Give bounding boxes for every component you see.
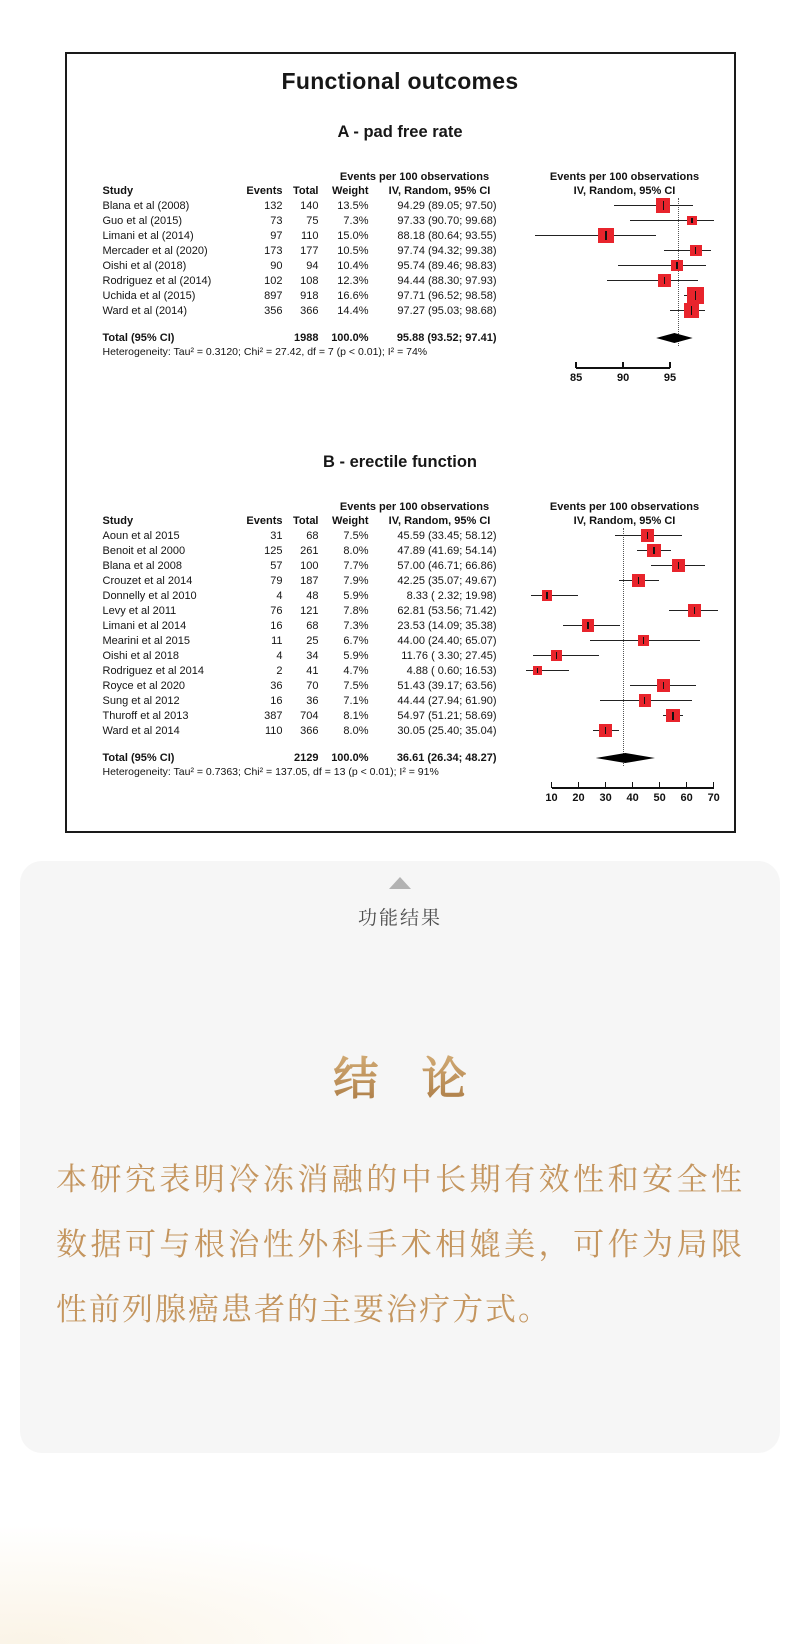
total-value: 108: [300, 274, 319, 287]
total-value: 68: [306, 619, 319, 632]
column-group-header: Events per 100 observations: [339, 170, 490, 183]
forest-study-row: [67, 663, 734, 678]
ci-text: 97.33 (90.70; 99.68): [397, 214, 497, 227]
study-name: Benoit et al 2000: [102, 544, 186, 557]
weight-value: 7.3%: [343, 619, 369, 632]
total-value: 68: [306, 529, 319, 542]
plot-cell: [525, 618, 725, 633]
plot-cell: [525, 588, 725, 603]
study-name: Limani et al 2014: [102, 619, 187, 632]
total-n: 2129: [294, 752, 319, 764]
events-value: 125: [264, 544, 283, 557]
effect-point-tick: [556, 652, 557, 658]
column-header-events: Events: [246, 184, 283, 197]
ci-text: 97.74 (94.32; 99.38): [397, 244, 497, 257]
column-group-header: Events per 100 observations: [549, 500, 700, 513]
plot-cell: [525, 708, 725, 723]
plot-cell: [525, 678, 725, 693]
weight-value: 10.5%: [337, 244, 369, 257]
forest-total-row: [67, 330, 734, 346]
study-name: Mearini et al 2015: [102, 634, 190, 647]
forest-study-row: [67, 303, 734, 318]
effect-point-tick: [695, 291, 696, 301]
panel-a-forest: [67, 170, 734, 395]
forest-study-row: [67, 258, 734, 273]
ci-whisker: [607, 280, 697, 281]
plot-cell: [525, 258, 725, 273]
events-value: 102: [264, 274, 283, 287]
column-header-ci: IV, Random, 95% CI: [388, 184, 491, 197]
total-value: 110: [300, 229, 319, 242]
ci-text: 30.05 (25.40; 35.04): [397, 724, 497, 737]
weight-value: 8.0%: [343, 544, 369, 557]
axis-row: [67, 361, 734, 395]
ci-text: 88.18 (80.64; 93.55): [397, 229, 497, 242]
plot-cell: [525, 723, 725, 738]
axis-tick: [551, 782, 553, 788]
summary-diamond: [596, 753, 655, 763]
events-value: 97: [270, 229, 283, 242]
weight-value: 12.3%: [337, 274, 369, 287]
total-value: 121: [300, 604, 319, 617]
plot-cell: [525, 603, 725, 618]
events-value: 11: [271, 634, 283, 647]
forest-study-row: [67, 558, 734, 573]
total-weight: 100.0%: [331, 332, 369, 344]
plot-cell: [525, 288, 725, 303]
column-group-header: Events per 100 observations: [339, 500, 490, 513]
study-name: Rodriguez et al 2014: [102, 664, 205, 677]
events-value: 73: [270, 214, 283, 227]
ci-whisker: [614, 205, 693, 206]
weight-value: 5.9%: [343, 589, 369, 602]
forest-total-row: [67, 750, 734, 766]
study-name: Sung et al 2012: [102, 694, 180, 707]
events-value: 897: [264, 289, 283, 302]
ci-whisker: [618, 265, 706, 266]
study-name: Ward et al 2014: [102, 724, 180, 737]
axis-tick-label: 40: [626, 792, 639, 804]
plot-cell: [525, 573, 725, 588]
plot-axis: [525, 361, 725, 395]
plot-cell: [525, 693, 725, 708]
weight-value: 13.5%: [337, 199, 369, 212]
forest-spacer-row: [67, 738, 734, 750]
ci-text: 45.59 (33.45; 58.12): [397, 529, 497, 542]
effect-point-tick: [605, 231, 606, 240]
weight-value: 4.7%: [343, 664, 369, 677]
plot-cell: [525, 633, 725, 648]
plot-cell: [525, 228, 725, 243]
panel-b-forest: [67, 500, 734, 815]
effect-point-tick: [638, 577, 639, 585]
effect-point-tick: [691, 218, 692, 224]
ci-text: 44.44 (27.94; 61.90): [397, 694, 497, 707]
total-label: Total (95% CI): [102, 332, 175, 344]
forest-study-row: [67, 708, 734, 723]
study-name: Donnelly et al 2010: [102, 589, 197, 602]
plot-column-header: IV, Random, 95% CI: [573, 514, 676, 527]
effect-point-tick: [678, 562, 679, 570]
axis-tick: [605, 782, 607, 788]
forest-column-header-row: [67, 513, 734, 528]
events-value: 16: [270, 619, 283, 632]
effect-point-tick: [691, 306, 692, 315]
events-value: 4: [276, 589, 283, 602]
weight-value: 7.5%: [343, 529, 369, 542]
events-value: 387: [264, 709, 283, 722]
events-value: 173: [264, 244, 283, 257]
events-value: 90: [270, 259, 283, 272]
plot-cell: [525, 198, 725, 213]
plot-cell: [525, 528, 725, 543]
collapse-arrow-icon[interactable]: [389, 877, 411, 889]
effect-point-tick: [647, 532, 648, 540]
column-header-ci: IV, Random, 95% CI: [388, 514, 491, 527]
effect-point-tick: [653, 547, 654, 555]
forest-study-row: [67, 273, 734, 288]
study-name: Blana et al (2008): [102, 199, 190, 212]
study-name: Royce et al 2020: [102, 679, 186, 692]
study-name: Limani et al (2014): [102, 229, 194, 242]
total-value: 177: [300, 244, 319, 257]
ci-text: 47.89 (41.69; 54.14): [397, 544, 497, 557]
axis-tick: [622, 362, 624, 368]
forest-plot-figure: [65, 52, 736, 833]
weight-value: 16.6%: [337, 289, 369, 302]
axis-tick-label: 60: [680, 792, 693, 804]
study-name: Uchida et al (2015): [102, 289, 196, 302]
plot-cell: [525, 543, 725, 558]
ci-text: 54.97 (51.21; 58.69): [397, 709, 497, 722]
ci-whisker: [535, 235, 656, 236]
effect-point-tick: [676, 262, 677, 269]
forest-study-row: [67, 228, 734, 243]
study-name: Thuroff et al 2013: [102, 709, 189, 722]
forest-study-row: [67, 723, 734, 738]
axis-tick: [575, 362, 577, 368]
effect-point-tick: [537, 668, 538, 674]
events-value: 57: [270, 559, 283, 572]
study-name: Rodriguez et al (2014): [102, 274, 212, 287]
events-value: 36: [270, 679, 283, 692]
forest-study-row: [67, 573, 734, 588]
plot-cell: [525, 750, 725, 766]
axis-tick-label: 95: [663, 372, 677, 384]
weight-value: 15.0%: [337, 229, 369, 242]
study-name: Levy et al 2011: [102, 604, 177, 617]
ci-text: 97.71 (96.52; 98.58): [397, 289, 497, 302]
effect-point-tick: [605, 727, 606, 735]
plot-cell: [525, 213, 725, 228]
total-n: 1988: [294, 332, 319, 344]
total-value: 70: [306, 679, 319, 692]
forest-spacer-row: [67, 318, 734, 330]
weight-value: 7.3%: [343, 214, 369, 227]
effect-point-tick: [587, 622, 588, 629]
study-name: Crouzet et al 2014: [102, 574, 193, 587]
ci-whisker: [630, 220, 714, 221]
total-value: 704: [300, 709, 319, 722]
axis-tick: [632, 782, 634, 788]
ci-text: 11.76 ( 3.30; 27.45): [401, 649, 497, 662]
axis-row: [67, 781, 734, 815]
weight-value: 8.1%: [343, 709, 369, 722]
effect-point-tick: [644, 697, 645, 704]
ci-text: 23.53 (14.09; 35.38): [397, 619, 497, 632]
forest-group-header-row: [67, 170, 734, 183]
ci-text: 51.43 (39.17; 63.56): [397, 679, 497, 692]
axis-tick: [713, 782, 715, 788]
axis-tick: [659, 782, 661, 788]
ci-text: 42.25 (35.07; 49.67): [397, 574, 497, 587]
forest-study-row: [67, 648, 734, 663]
plot-cell: [525, 663, 725, 678]
weight-value: 8.0%: [343, 724, 369, 737]
figure-caption-card: [20, 861, 780, 1453]
total-value: 918: [300, 289, 319, 302]
summary-diamond: [656, 333, 693, 343]
effect-point-tick: [643, 637, 644, 644]
ci-whisker: [533, 655, 598, 656]
axis-tick-label: 85: [570, 372, 583, 384]
plot-cell: [525, 243, 725, 258]
column-header-total: Total: [293, 184, 319, 197]
forest-study-row: [67, 618, 734, 633]
ci-text: 8.33 ( 2.32; 19.98): [406, 589, 497, 602]
effect-point-tick: [664, 277, 665, 285]
ci-text: 95.74 (89.46; 98.83): [397, 259, 497, 272]
total-value: 261: [300, 544, 319, 557]
axis-tick: [669, 362, 671, 368]
forest-study-row: [67, 633, 734, 648]
forest-group-header-row: [67, 500, 734, 513]
plot-cell: [525, 273, 725, 288]
conclusion-heading: 结 论: [20, 1042, 780, 1107]
forest-study-row: [67, 243, 734, 258]
total-weight: 100.0%: [331, 752, 369, 764]
total-ci-text: 36.61 (26.34; 48.27): [396, 752, 497, 764]
effect-point-tick: [695, 247, 696, 254]
total-value: 34: [306, 649, 319, 662]
weight-value: 7.5%: [343, 679, 369, 692]
study-name: Guo et al (2015): [102, 214, 182, 227]
effect-point-tick: [663, 201, 664, 209]
heterogeneity-note: Heterogeneity: Tau² = 0.3120; Chi² = 27.42, df = 7 (p < 0.01); I² = 74%: [102, 346, 428, 358]
forest-study-row: [67, 543, 734, 558]
conclusion-text: 本研究表明冷冻消融的中长期有效性和安全性数据可与根治性外科手术相媲美，可作为局限性前列腺癌患者的主要治疗方式。: [56, 1162, 744, 1327]
column-header-study: Study: [102, 514, 134, 527]
column-header-study: Study: [102, 184, 134, 197]
total-value: 187: [300, 574, 319, 587]
study-name: Ward et al (2014): [102, 304, 188, 317]
column-group-header: Events per 100 observations: [549, 170, 700, 183]
forest-study-row: [67, 198, 734, 213]
total-value: 25: [306, 634, 319, 647]
effect-point-tick: [694, 607, 695, 615]
ci-text: 4.88 ( 0.60; 16.53): [406, 664, 497, 677]
forest-column-header-row: [67, 183, 734, 198]
events-value: 132: [264, 199, 283, 212]
forest-study-row: [67, 528, 734, 543]
events-value: 16: [270, 694, 283, 707]
total-value: 36: [306, 694, 319, 707]
ci-text: 94.29 (89.05; 97.50): [397, 199, 497, 212]
plot-cell: [525, 303, 725, 318]
forest-study-row: [67, 693, 734, 708]
total-ci-text: 95.88 (93.52; 97.41): [396, 332, 497, 344]
plot-cell: [525, 330, 725, 346]
column-header-total: Total: [293, 514, 319, 527]
figure-caption: 功能结果: [357, 908, 442, 929]
pooled-dotted-line: [623, 528, 624, 766]
ci-whisker: [664, 250, 712, 251]
total-value: 366: [300, 304, 319, 317]
forest-study-row: [67, 588, 734, 603]
effect-point-tick: [546, 592, 547, 598]
axis-tick-label: 30: [599, 792, 612, 804]
weight-value: 6.7%: [343, 634, 369, 647]
weight-value: 7.7%: [343, 559, 369, 572]
events-value: 356: [264, 304, 283, 317]
axis-tick-label: 70: [707, 792, 720, 804]
ci-text: 97.27 (95.03; 98.68): [397, 304, 497, 317]
ci-text: 94.44 (88.30; 97.93): [397, 274, 497, 287]
panel-b-title: B - erectile function: [322, 453, 478, 471]
ci-whisker: [531, 595, 579, 596]
events-value: 31: [270, 529, 283, 542]
events-value: 4: [276, 649, 283, 662]
ci-text: 57.00 (46.71; 66.86): [397, 559, 497, 572]
heterogeneity-note: Heterogeneity: Tau² = 0.7363; Chi² = 137.05, df = 13 (p < 0.01); I² = 91%: [102, 766, 439, 778]
plot-column-header: IV, Random, 95% CI: [573, 184, 676, 197]
axis-tick: [578, 782, 580, 788]
forest-study-row: [67, 678, 734, 693]
total-value: 75: [306, 214, 319, 227]
events-value: 76: [270, 604, 283, 617]
total-value: 366: [300, 724, 319, 737]
column-header-weight: Weight: [332, 514, 369, 527]
study-name: Aoun et al 2015: [102, 529, 180, 542]
figure-title: Functional outcomes: [281, 68, 519, 94]
study-name: Oishi et al (2018): [102, 259, 187, 272]
events-value: 2: [276, 664, 283, 677]
events-value: 110: [264, 724, 283, 737]
axis-tick-label: 50: [653, 792, 666, 804]
panel-a-title: A - pad free rate: [337, 123, 463, 141]
weight-value: 7.1%: [343, 694, 369, 707]
forest-study-row: [67, 288, 734, 303]
plot-cell: [525, 558, 725, 573]
weight-value: 14.4%: [337, 304, 369, 317]
weight-value: 7.9%: [343, 574, 369, 587]
ci-text: 62.81 (53.56; 71.42): [397, 604, 497, 617]
total-value: 100: [300, 559, 319, 572]
page-bottom-gradient: [0, 1524, 500, 1644]
weight-value: 7.8%: [343, 604, 369, 617]
column-header-weight: Weight: [332, 184, 369, 197]
total-value: 94: [306, 259, 319, 272]
ci-text: 44.00 (24.40; 65.07): [397, 634, 497, 647]
weight-value: 5.9%: [343, 649, 369, 662]
forest-study-row: [67, 603, 734, 618]
events-value: 79: [270, 574, 283, 587]
column-header-events: Events: [246, 514, 283, 527]
plot-cell: [525, 648, 725, 663]
study-name: Mercader et al (2020): [102, 244, 208, 257]
axis-tick: [686, 782, 688, 788]
study-name: Oishi et al 2018: [102, 649, 179, 662]
study-name: Blana et al 2008: [102, 559, 183, 572]
axis-tick-label: 90: [616, 372, 630, 384]
total-label: Total (95% CI): [102, 752, 175, 764]
forest-study-row: [67, 213, 734, 228]
effect-point-tick: [663, 682, 664, 690]
plot-axis: [525, 781, 725, 815]
axis-tick-label: 10: [545, 792, 558, 804]
weight-value: 10.4%: [337, 259, 369, 272]
axis-tick-label: 20: [572, 792, 585, 804]
total-value: 41: [306, 664, 319, 677]
total-value: 140: [300, 199, 319, 212]
total-value: 48: [306, 589, 319, 602]
effect-point-tick: [672, 712, 673, 720]
